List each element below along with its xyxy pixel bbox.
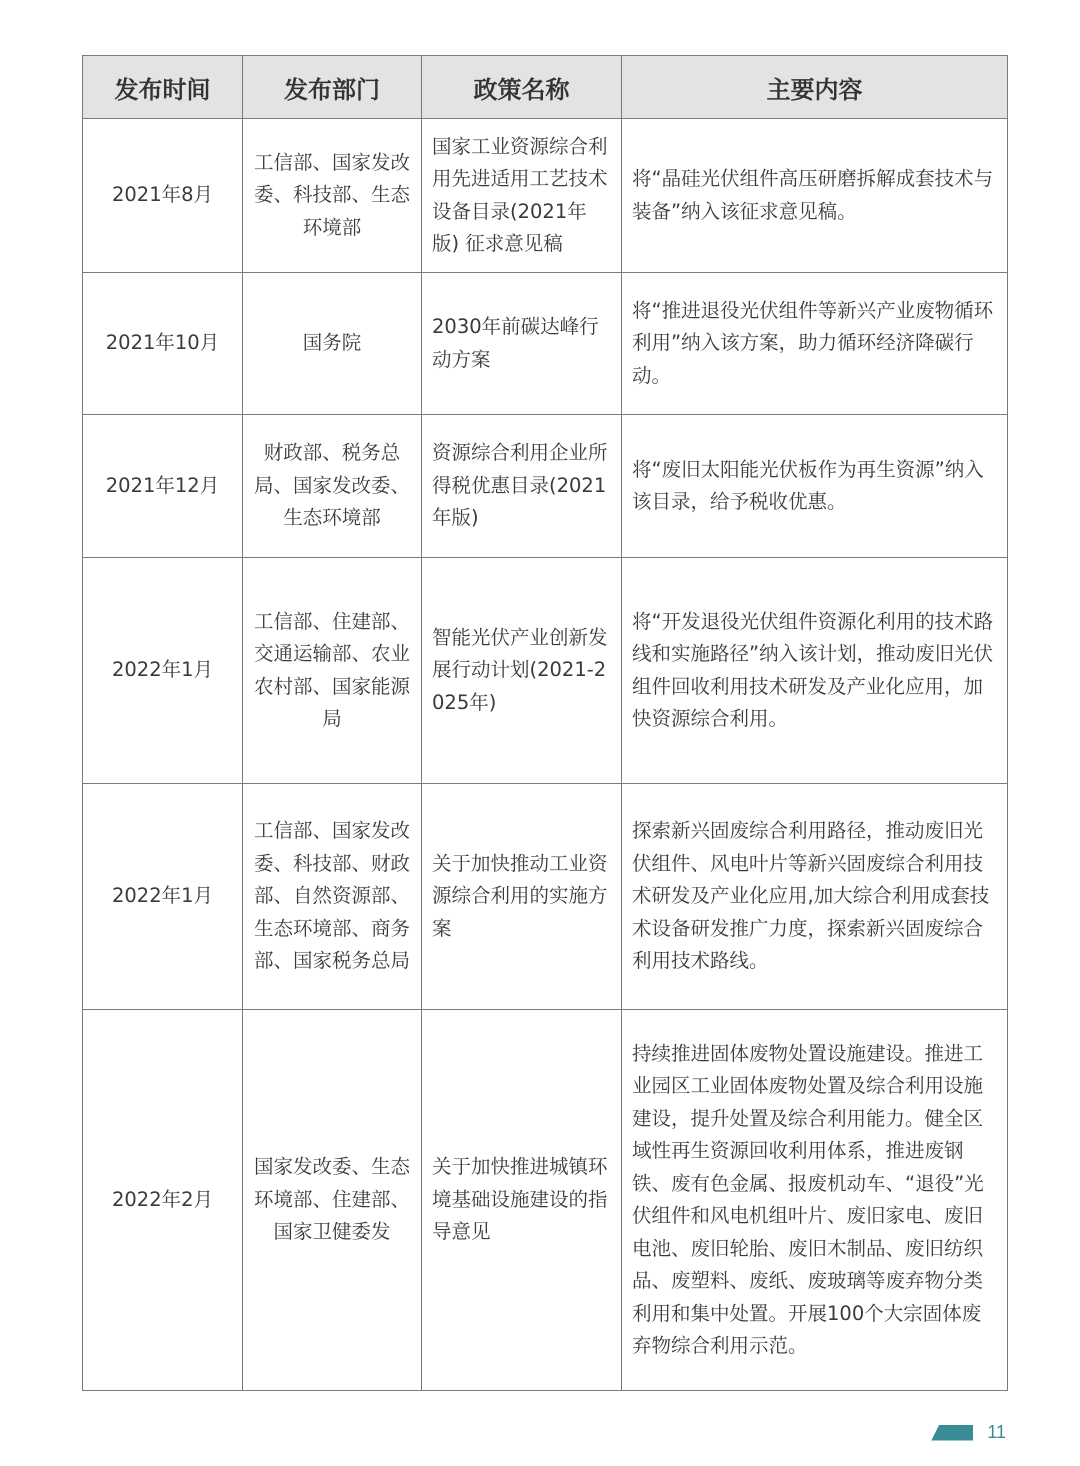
cell-department: 国家发改委、生态环境部、住建部、国家卫健委发 bbox=[243, 1010, 422, 1391]
table-row bbox=[83, 784, 1008, 1010]
page-number: 11 bbox=[987, 1422, 1006, 1442]
table-row bbox=[83, 273, 1008, 415]
cell-policy-name: 关于加快推动工业资源综合利用的实施方案 bbox=[422, 784, 622, 1010]
page-marker-bar bbox=[931, 1425, 973, 1441]
cell-department: 工信部、国家发改委、科技部、财政部、自然资源部、生态环境部、商务部、国家税务总局 bbox=[243, 784, 422, 1010]
cell-department: 国务院 bbox=[243, 273, 422, 415]
policy-table bbox=[82, 55, 1008, 1391]
header-main-content: 主要内容 bbox=[622, 56, 1008, 119]
cell-department: 工信部、住建部、交通运输部、农业农村部、国家能源局 bbox=[243, 558, 422, 784]
table-header-row bbox=[83, 56, 1008, 119]
cell-policy-name: 2030年前碳达峰行动方案 bbox=[422, 273, 622, 415]
cell-release-date: 2022年2月 bbox=[83, 1010, 243, 1391]
cell-main-content: 将“开发退役光伏组件资源化利用的技术路线和实施路径”纳入该计划，推动废旧光伏组件回收利用技术研发及产业化应用，加快资源综合利用。 bbox=[622, 558, 1008, 784]
cell-policy-name: 智能光伏产业创新发展行动计划(2021-2025年) bbox=[422, 558, 622, 784]
cell-main-content: 探索新兴固废综合利用路径，推动废旧光伏组件、风电叶片等新兴固废综合利用技术研发及产业化应用,加大综合利用成套技术设备研发推广力度，探索新兴固废综合利用技术路线。 bbox=[622, 784, 1008, 1010]
cell-release-date: 2022年1月 bbox=[83, 558, 243, 784]
cell-release-date: 2021年10月 bbox=[83, 273, 243, 415]
header-release-date: 发布时间 bbox=[83, 56, 243, 119]
header-policy-name: 政策名称 bbox=[422, 56, 622, 119]
table-row bbox=[83, 558, 1008, 784]
cell-policy-name: 国家工业资源综合利用先进适用工艺技术设备目录(2021年版) 征求意见稿 bbox=[422, 119, 622, 273]
table-row bbox=[83, 415, 1008, 558]
table-row bbox=[83, 1010, 1008, 1391]
header-department: 发布部门 bbox=[243, 56, 422, 119]
cell-main-content: 将“晶硅光伏组件高压研磨拆解成套技术与装备”纳入该征求意见稿。 bbox=[622, 119, 1008, 273]
cell-release-date: 2022年1月 bbox=[83, 784, 243, 1010]
cell-release-date: 2021年8月 bbox=[83, 119, 243, 273]
cell-policy-name: 资源综合利用企业所得税优惠目录(2021年版) bbox=[422, 415, 622, 558]
cell-release-date: 2021年12月 bbox=[83, 415, 243, 558]
cell-department: 工信部、国家发改委、科技部、生态环境部 bbox=[243, 119, 422, 273]
cell-department: 财政部、税务总局、国家发改委、生态环境部 bbox=[243, 415, 422, 558]
page-footer bbox=[931, 1422, 1006, 1443]
cell-main-content: 持续推进固体废物处置设施建设。推进工业园区工业固体废物处置及综合利用设施建设，提升处置及综合利用能力。健全区域性再生资源回收利用体系，推进废钢铁、废有色金属、报废机动车、“退役”光伏组件和风电机组叶片、废旧家电、废旧电池、废旧轮胎、废旧木制品、废旧纺织品、废塑料、废纸、废玻璃等废弃物分类利用和集中处置。开展100个大宗固体废弃物综合利用示范。 bbox=[622, 1010, 1008, 1391]
cell-main-content: 将“废旧太阳能光伏板作为再生资源”纳入该目录，给予税收优惠。 bbox=[622, 415, 1008, 558]
cell-policy-name: 关于加快推进城镇环境基础设施建设的指导意见 bbox=[422, 1010, 622, 1391]
cell-main-content: 将“推进退役光伏组件等新兴产业废物循环利用”纳入该方案，助力循环经济降碳行动。 bbox=[622, 273, 1008, 415]
table-row bbox=[83, 119, 1008, 273]
